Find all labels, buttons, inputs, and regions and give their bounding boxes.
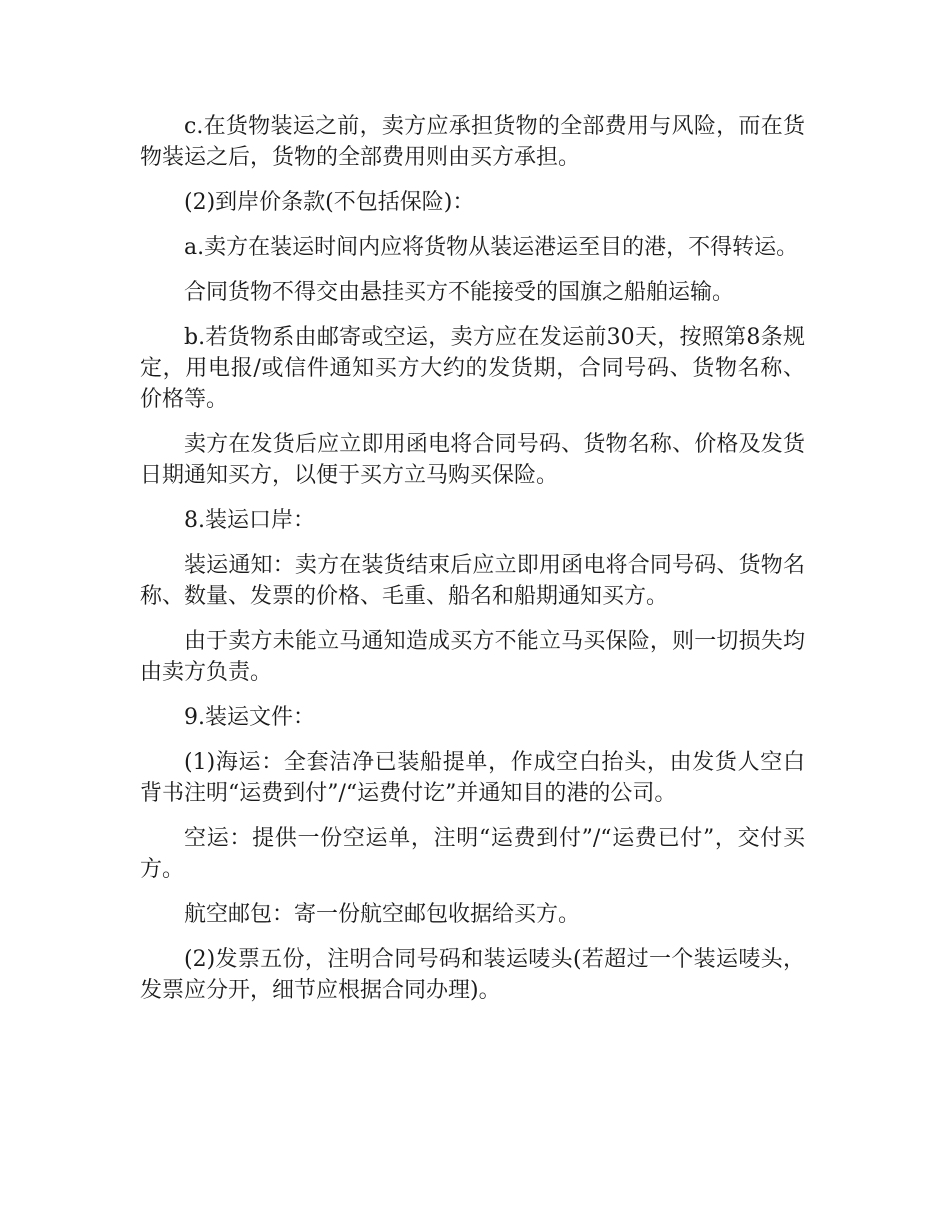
paragraph-air-parcel-receipt: 航空邮包：寄一份航空邮包收据给买方。	[184, 902, 581, 927]
paragraph-air-waybill: 空运：提供一份空运单，注明“运费到付”/“运费已付”，交付买方。	[140, 826, 805, 882]
paragraph-seller-liability: 由于卖方未能立马通知造成买方不能立马买保险，则一切损失均由卖方负责。	[140, 629, 805, 685]
paragraph-invoices: (2)发票五份，注明合同号码和装运唛头(若超过一个装运唛头，发票应分开，细节应根据合同办理)。	[140, 947, 805, 1003]
paragraph-post-shipment-notice: 卖方在发货后应立即用函电将合同号码、货物名称、价格及发货日期通知买方，以便于买方立马购买保险。	[140, 432, 805, 488]
paragraph-ocean-bill-of-lading: (1)海运：全套洁净已装船提单，作成空白抬头，由发货人空白背书注明“运费到付”/“运费付讫”并通知目的港的公司。	[140, 750, 805, 806]
document-body	[140, 111, 805, 1020]
paragraph-shipping-advice: 装运通知：卖方在装货结束后应立即用函电将合同号码、货物名称、数量、发票的价格、毛重、船名和船期通知买方。	[140, 553, 805, 609]
section-heading-shipping-documents: 9.装运文件：	[184, 705, 315, 730]
section-heading-port-of-shipment: 8.装运口岸：	[184, 508, 315, 533]
paragraph-cfr-heading: (2)到岸价条款(不包括保险)：	[184, 190, 475, 215]
paragraph-flag-restriction: 合同货物不得交由悬挂买方不能接受的国旗之船舶运输。	[184, 280, 735, 305]
paragraph-mail-air-notice: b.若货物系由邮寄或空运，卖方应在发运前30天，按照第8条规定，用电报/或信件通知买方大约的发货期，合同号码、货物名称、价格等。	[140, 325, 805, 412]
paragraph-no-transshipment: a.卖方在装运时间内应将货物从装运港运至目的港，不得转运。	[184, 235, 799, 260]
paragraph-fob-risk-transfer: c.在货物装运之前，卖方应承担货物的全部费用与风险，而在货物装运之后，货物的全部费用则由买方承担。	[140, 114, 805, 170]
